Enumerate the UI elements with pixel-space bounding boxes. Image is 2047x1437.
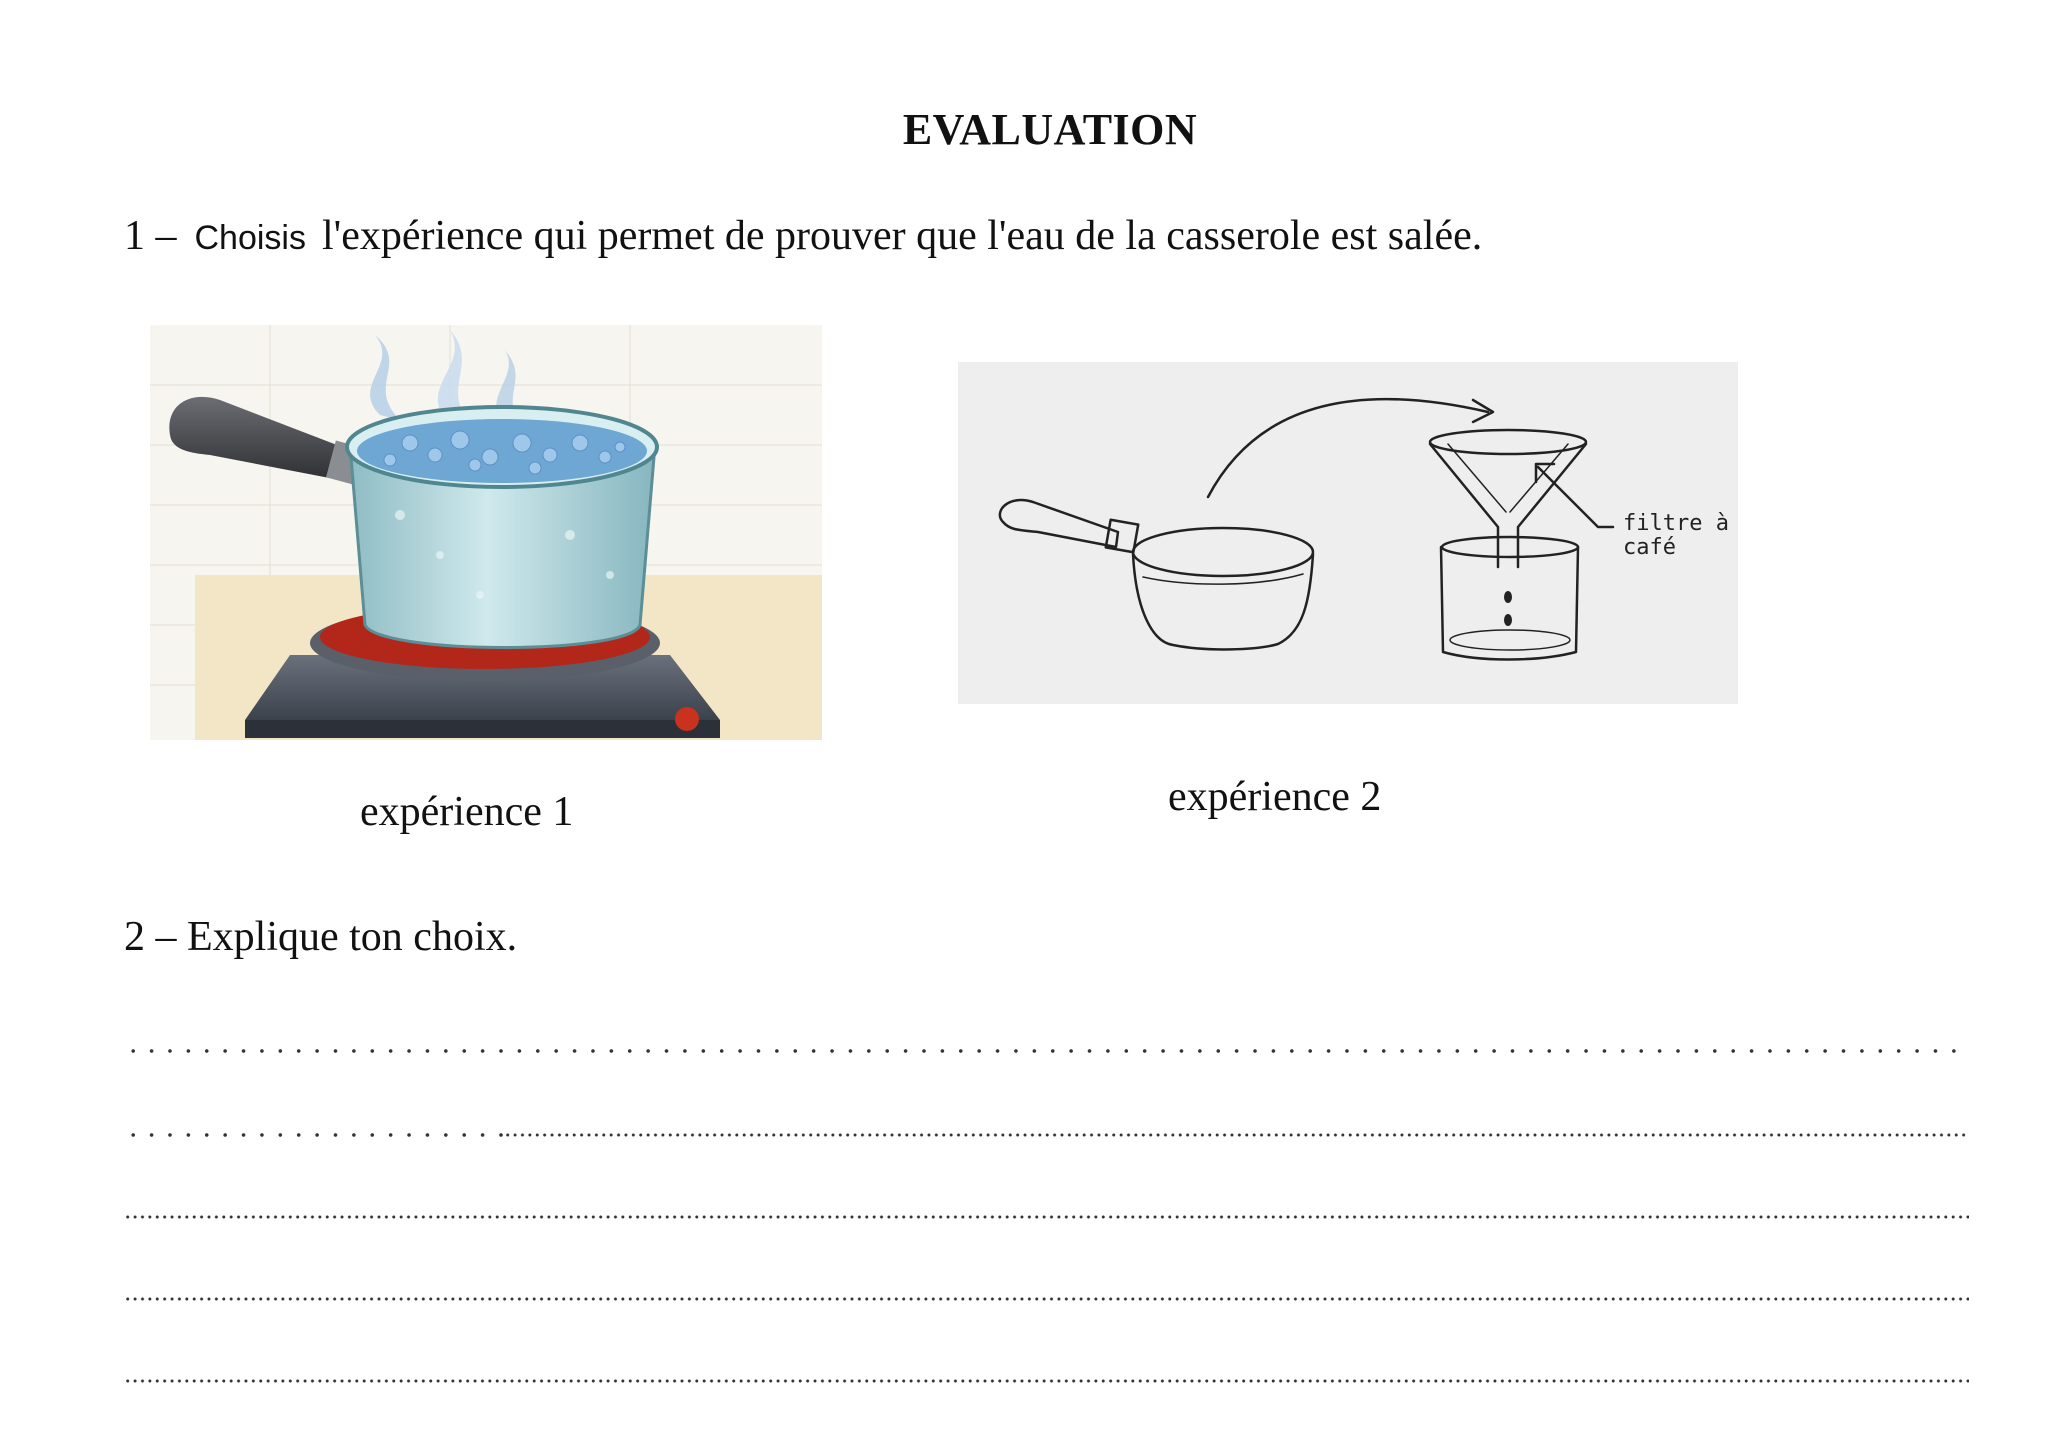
filter-label-line1: filtre à	[1623, 511, 1729, 536]
experience-1-caption: expérience 1	[360, 789, 574, 835]
answer-line-2[interactable]	[124, 1132, 1969, 1138]
question-1-text: l'expérience qui permet de prouver que l'eau de la casserole est salée.	[321, 213, 1483, 259]
filter-label-line2: café	[1623, 535, 1676, 560]
experience-1-image	[150, 325, 822, 740]
experience-2-image	[958, 362, 1738, 704]
question-1-number: 1 –	[124, 213, 177, 259]
question-1	[124, 212, 1482, 260]
experience-2-caption: expérience 2	[1168, 774, 1382, 820]
answer-line-5[interactable]	[124, 1378, 1969, 1384]
question-1-verb: Choisis	[194, 219, 306, 257]
answer-line-4[interactable]	[124, 1296, 1969, 1302]
question-2: 2 – Explique ton choix.	[124, 914, 518, 960]
page-title: EVALUATION	[902, 105, 1198, 154]
answer-line-1[interactable]	[124, 1048, 1969, 1054]
answer-line-3[interactable]	[124, 1214, 1969, 1220]
